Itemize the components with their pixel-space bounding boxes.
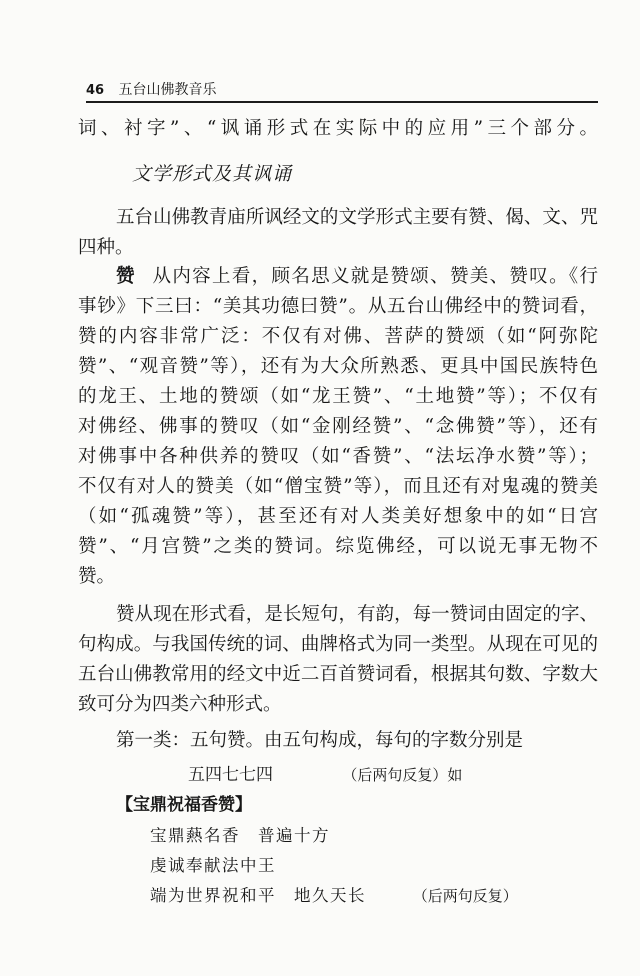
- text-line: 五台山佛教常用的经文中近二百首赞词看，根据其句数、字数大: [78, 664, 598, 685]
- hymn-title: 【宝鼎祝福香赞】: [116, 795, 252, 815]
- verse-note: （后两句反复）: [412, 887, 518, 905]
- verse-text: 虔诚奉献法中王: [150, 856, 276, 875]
- pattern-numbers: 五四七七四: [188, 765, 273, 785]
- running-title: 五台山佛教音乐: [118, 82, 217, 98]
- term-zan: 赞: [116, 266, 135, 287]
- text-line: 事钞》下三曰：“美其功德曰赞”。从五台山佛经中的赞词看，: [78, 296, 598, 317]
- text-line: 的龙王、土地的赞颂（如“龙王赞”、“土地赞”等）；不仅有: [78, 386, 598, 407]
- text-line: 词、衬字”、“讽诵形式在实际中的应用”三个部分。: [78, 118, 598, 139]
- verse-text: 端为世界祝和平 地久天长: [150, 886, 366, 905]
- text-line: 从内容上看，顾名思义就是赞颂、赞美、赞叹。《行: [152, 266, 598, 287]
- pattern-note: （后两句反复）如: [342, 766, 463, 784]
- verse-text: 宝鼎爇名香 普遍十方: [150, 826, 330, 845]
- header-rule: [86, 101, 598, 103]
- page-number: 46: [86, 83, 105, 98]
- text-line: 赞”、“月宫赞”之类的赞词。综览佛经，可以说无事无物不: [78, 536, 598, 557]
- text-line: 对佛事中各种供养的赞叹（如“香赞”、“法坛净水赞”等）；: [78, 446, 598, 467]
- page-header: [86, 80, 598, 102]
- text-line: 第一类：五句赞。由五句构成，每句的字数分别是: [116, 730, 524, 751]
- text-line: 致可分为四类六种形式。: [78, 694, 282, 715]
- text-line: 赞从现在形式看，是长短句，有韵，每一赞词由固定的字、: [116, 604, 598, 625]
- verse-line: [150, 852, 276, 880]
- text-line: 不仅有对人的赞美（如“僧宝赞”等），而且还有对鬼魂的赞美: [78, 476, 598, 497]
- verse-line: [150, 822, 330, 850]
- verse-line: [150, 882, 518, 910]
- zan-definition-line: [78, 262, 598, 292]
- section-title: 文学形式及其讽诵: [132, 163, 293, 185]
- text-line: 四种。: [78, 237, 134, 258]
- text-line: 赞。: [78, 566, 116, 587]
- text-line: 句构成。与我国传统的词、曲牌格式为同一类型。从现在可见的: [78, 634, 598, 655]
- text-line: （如“孤魂赞”等），甚至还有对人类美好想象中的如“日宫: [78, 506, 598, 527]
- text-line: 赞”、“观音赞”等），还有为大众所熟悉、更具中国民族特色: [78, 356, 598, 377]
- text-line: 赞的内容非常广泛：不仅有对佛、菩萨的赞颂（如“阿弥陀: [78, 326, 598, 347]
- syllable-pattern: [188, 760, 462, 790]
- text-line: 对佛经、佛事的赞叹（如“金刚经赞”、“念佛赞”等），还有: [78, 416, 598, 437]
- text-line: 五台山佛教青庙所讽经文的文学形式主要有赞、偈、文、咒: [116, 207, 598, 228]
